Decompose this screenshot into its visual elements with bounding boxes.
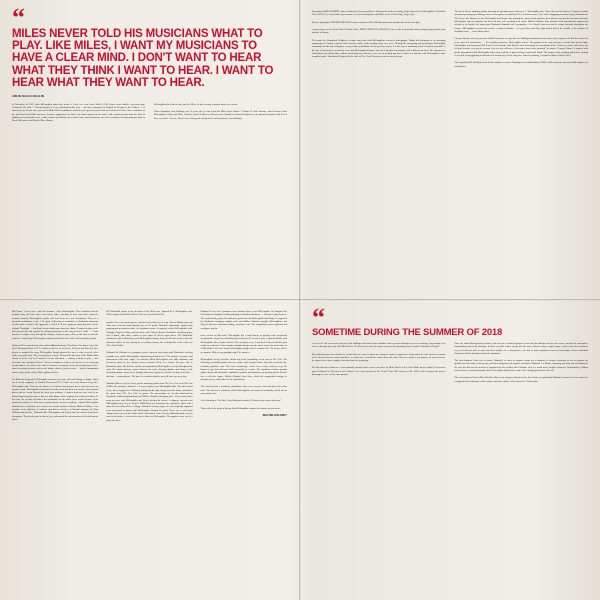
paragraph: After listening to 'The End,' Gary Husband remarked, 'Nobody writes music this way!' (200, 399, 282, 403)
paragraph: That really is the point in having John McLaughlin compose the music for your score. (200, 406, 281, 410)
paragraph: McLaughlin also told me that, just like Miles, he had recently recorded music for a movie. (154, 102, 239, 106)
paragraph: In November of 2019, John McLaughlin asked this writer if I had ever seen Louis Malle's 1958 French crime thriller Ascenseur pour l'echafaud. The film — 90-odd minutes of nervy, black-and-white noir — had been translated in English as Elevator to the Gallows — is famous for its French noir style and its Miles Davis soundtrack, which the jazz great recorded with four sidemen in Paris. After a rundown of the plot that Louis Malle and some hermetic suggestions by Davis, the band improvised the music while watching clips from the film. In addition to a memorable score, a fully realized jazz album was created. Some music historians view the recording as an important precursor to Davis' Milestones and Kind of Blue albums. (12, 102, 145, 123)
paragraph: I received a call from movie director Jack Stallings who had become familiar with my music through my own recordings, but perhaps even more so through my work with Miles Davis. He asked me to write the music score for his upcoming movie entitled 'Abandoned Heights'. (312, 341, 446, 349)
paragraph: For Malcolm Fitzgerald, McLaughlin reinvents a six-note riff from 'Bridge of Sighs', which can be heard originally on Natural Elements (1977). 'That's one of the themes of my life,' McLaughlin adds. This time the phrase is electrified and dropped into a fresh processor on an pulse mode. McLaughlin's trademark horn-like often that their way into the most unusual places and are swept beyond the basic jazz tradition. A pattern that was once used in an Indian-tinged song becomes a blues or funk phrase when employed in a different milieu. In this case, the six-note riff that is the foundation for the whole piece works because of the synth bass sound of it. That lower-register phrase 'means everything,' explains McLaughlin. Husband uses a half-time feel at times for sounds similar to Narada Michael Walden. 'I am actually on the high hat. It could be said that is reflective of Narada's playing, but Tony Williams did that too,' Husband adds. McLaughlin and Siegel share the atomic funk theme throughout. They break apart to dart in, out, and around the aforementioned riff with intense solos. (12, 377, 99, 421)
body-columns-top-right (312, 10, 588, 68)
panel-bottom-right (300, 300, 600, 600)
paragraph: Bill Evans. 'I am in love with this structure,' offers McLaughlin. These familiar with the original song will have their ears honed, fully expecting to hear what their memories demand; instead, McLaughlin's guitar will lead them to a new destination. There is a beautiful modulation at the 1:19 mark, delivering an invitation to Husband's showcase electric piano. Siegel's solo approach is added to Evans' gorgeous fluttering lines on the original 'Nostalgia' — but Siegel's roster finds more than they flutter. 'I wanted to play a solo that was melodic and connect the shifting harmonies in the song as best I could . . . I took my time to explore ways through the changes, firstly on piano, then on the horn to learn the sequence,' adds Siegel. McLaughlin returns to finish the tune with a solo stretching refrain. (12, 310, 99, 340)
quote-mark-icon: “ (12, 3, 25, 32)
paragraph: The music for Abandoned Heights is a major entry into John McLaughlin's extensive discography. Taking full advantage of an intriguing opportunity, he further explores some favorite motifs, while creating many new ones. Through the composing and performing, McLaughlin constantly revisits and reimagines every possible permutation of his previous works. It is his way of unlocking music's limitless potential. In the case of this project, one has the sense that McLaughlin brings to bear all of his gifts in sympathy with a different art form. The outcome is a full-fledged jazz album that, without sacrificing any intricacy, serves as an inviting gateway to those not familiar with McLaughlin's other complex music. Abandoned Heights tells the tales of New York City streets and far away dreams. (312, 38, 446, 59)
paragraph: DC Basketball points in the direction of the Miles tune 'Spanish Key.' McLaughlin says, 'This is right out of Kitchen Brew. That one chord hooks it all (106, 310, 193, 317)
article-signature: WALTER KOLOSKY (262, 413, 287, 417)
paragraph: A past winner of the Sonny Wheeler Music Prize, MISHA MULLOV-ABBADO is one of the most prolific and exciting young acoustic jazz bassists in Europe. (312, 27, 446, 35)
body-columns-top-left (12, 103, 287, 126)
paragraph: Electric bass player ETIENNE MBAPPÉ is also a member of The 4th Dimension and a bandleader in his own right. (312, 20, 421, 24)
paragraph: Elijah in DC is modeled after the classic Mahavishnu tune 'You Know You Know' from The Inner Mounting Flame (1971). Artists as diverse as Jeff Beck, DJ Scott and Mos Def have played or sampled the song. McLaughlin, though pleased the tune is often covered, jokes with a wry smile that: 'They are playing it wrong.' Whereas the first beat of the Mahavishnu classic is on the 'end of 4' instead of on the downbeat — making it tricky to play — this derivative has a standard 4/4 feel. 'There is actually not really a melody here; I am setting up an atmosphere. It's what we do with it. Contrary to coming in at the top and playing a solo, I asked everybody to start a solo on the bridge, which is kind of weird . . . but the imagination starts to play inside of that,' McLaughlin clarifies. (12, 343, 99, 374)
body-columns-bottom-left (12, 310, 287, 423)
paragraph: The next character I met is Marc Buckley. Marc is an elegant, cultivated snob, but a better con artist than Nathaniel, insofar as he is a writer for a magazine that condemns of the cuisines and wine culture of the many New York restau- (454, 376, 588, 383)
paragraph: together. It's a two-chord groove, but that's all it takes to set it up.' Pascal Milupit opens up with some ferocious funk playing over an E7 pedal. Husband's drumming, against busy programmed percussion tracks, is a rhythmic course. An urgency settles McLaughlin's solo. Fittingly, Siegel's roiling, anxious solos evoke Wayne Shorter. Husband's cascading piano, full of attack, adds brave points of open space in all the right places. 'DC Basketball' culminates with a blistering second McLaughlin barrage before it all fades away in the fake afternoon traffic. In fact, during the recording sessions, the working title of the track was 'New York Traffic.' (106, 320, 193, 347)
panel-bottom-left (0, 300, 300, 600)
paragraph: My initial question was whether he would allow me some freedom in writing the music as opposed to being asked to write music to conform to his ideas of how the music should be, in which case I would have turned down the offer. However, much to my surprise, he answered 'yes' he wanted me to have complete freedom from the beginning. (312, 352, 446, 363)
paragraph: McLaughlin's lovely bell-like chords tug at the heartstrings at the start of The Cost. The following overdubbed guitar lines are replete with elongated blues riffs and occasional sky-reaching rapid-fire runs. This brief soundscape, which never really resolves, begs the listener to get lost and come back repeatedly in a cycle. The repetition of those opening guitar chords and Husband's empathetic cymbals and backbeat can quickly put the listener into a reflective trance. Mullov-Abbado's bass lines, which the composition assigns to integrate pieces, add further to the introduction. (200, 357, 287, 381)
pull-quote-top-left (12, 3, 287, 90)
paragraph: When filmmaker Jack Stallings was 15 years old, he first heard the Miles Davis album A Tribute To Jack Johnson, which features John McLaughlin. Along with Wise, Coltrane, Bach, Beethoven, Mozart, and a handful of classical interpreters, the guitarist/composer had been a hero ever since. 'For me, John is one of the purest and greatest of all musicians,' says Stallings. (154, 109, 287, 120)
paragraph: We also discovered that one of our mutually favorite movie scores was done by Miles Davis in the Louis Malle movie entitled 'L'ascenseur pour l'échafaud' or 'Elevator to the Gallows' one of the greatest of the French 'Film Noir' movies of the 1950's and I accepted the project knowing we were on the same ground. (312, 366, 446, 377)
paragraph: Nathaniel Leaves the Apartment was character driven, says McLaughlin. He imagined the lead character Nathaniel walking through a beautiful apartment — and then reality kicks in. The main melody, played in tandem to great effect by McLaughlin and Siegel, is supported by Husband's swinging cymbal work and Mullov-Abbado's upright. McLaughlin's and Siegel's solos are sometimes biting, sometimes cool. The complicity between guitarist and sax player may be (200, 310, 287, 330)
body-columns-bottom-right (312, 342, 588, 384)
pull-quote-text: SOMETIME DURING THE SUMMER OF 2018 (312, 326, 503, 338)
paragraph: Nathaniel & Christian is a poignant, poetic endeavor that begins with Husband's swelling cymbals over which McLaughlin's shimmering chords hover. The melody is pensive and harmonious with some edges. An inflective-filled McLaughlin solo adds substance and increment attack as the mission moves forward. There is a classic '60s jazz vibe to Husband's piano. His delicate chordic accompaniment McLaughlin's melody throughout the coda. The chord structure, spaces between the notes, flowing rhythm, and beauty of the keyboard produce moments of fragility that come together to create a feeling of tension — but firm — transcendence. The tune is a reminder that the sun will come up every day. (106, 351, 193, 378)
paragraph: Nathaniel Drives to New Jersey gets its marching orders from 'The Free Line' on In The Fan (2006). The melody is insistent — it comes right at you. McLaughlin adds, 'The tune is hard to me, but not aggressive.' Husband, pulling double duty laying down the drums, introduces the quote from 'The Free Line' on piano. The proceedings are heavily buttressed by Husband's exhilarating backbeats and Mullov-Abbado's thumping bass. A slow motor blues ramp up roars with McLaughlin and Siegel offering the theme. A slippery, staccato rock McLaughlin foray is next. Siegel's R&B-tinted solo maintains the exposition, albeit with a spaced-in two-offered line of charge. Husband's chunky organ solo was originally supposed to be performed on piano until McLaughlin changed his mind. There was an old organ sitting in the corner of the studio which could barely work. Clearly, Husband found a way to sort out its kinks. A second solo turn is taken by McLaughlin. He surprises come out of a daily fine time. (106, 381, 193, 422)
paragraph: The first character I met was of course, Nathaniel, in order to compose music for a character, it became necessary for me to separate the qualities and the faults of the person, and then bring them all together musically. Nathaniel is a likable, charming con man who is looking for the easy life that for the moment is supported by his wealthy wife Christine who is a much more complex character. Unfortunately, Nathan suffers from a certain immaturity which will finally oblige him to make a life changing decision in the end. (454, 359, 588, 373)
page-fold (0, 299, 600, 301)
paragraph: Since the actual filming had not started, Jack sent me a detailed synopsis of not only the dialogue between the actors, but also the atmosphere surrounding much of the dialogue. In fact I was able to dive deeply into the story without seeing a single image. I got to know the characters very well and was able to enter into their worlds. As a consequence, was able to draw inspiration from my knowledge of their individual characters and the dialogues inside the situations. (454, 341, 588, 355)
paragraph: 'The End' presents a wondrous conundrum. How can a song be slow and fast at the same time? The answer is contained within McLaughlin's and musical vocabulary which has its own unique font. (200, 385, 287, 395)
paragraph: The Scene has an uplifting quality featuring an uptempo groove that is in 7. McLaughlin says, 'Since this was the opener, I wanted to attract attention by setting up a dialogue between the guitar, sax and bass. It's a call and answer.' Over some chugging percussion loops, Husband sets 'The Scene' a-la Ramsey Lewis. McLaughlin and Siegel enter playing the main melody together, their phrases repeated by the piano and bass. McLaughlin rips an emphatic run that will have you checking your vitals. Mullov-Abbado's bass provides both foundational support and melody as he doubles the piano part; Husband's drumkit solo is propulsive. It is Siegel's turn next and he romps joyously throughout the feature. McLaughlin's second solo creates a musical paradox — he gets down and dirty right smack dab in the middle of the sublime. It shouldn't work . . . but it always does. (454, 10, 588, 33)
pull-quote-bottom-right (312, 303, 588, 338)
paragraph: Curaçao Dream is a lovely, pensive ballad. In answer to a specific cue Stallings anticipated for the movie, the composer felt that the music had to be quiet. 'It's melancholy . . . it's recalling memories,' McLaughlin reflects. The guitarist is the only performer on this brief poetic flight. McLaughlin veteran pianist Bill Evans' Conversations with Myself when discussing the overdubbed track. 'When you know both sides, the feelings become very precise because they are not collective; it becomes much more personal,' he muses. 'Curaçao Dream' is painted with gentle atmospherics that McLaughlin takes from a palette of pastels using a soft-bristle brush. The beauty of the yearning guitar lines running over a bed of arpeggiating chords takes the breath away. If the song were indeed a painting, it would be Monet's Water Lilies. (454, 37, 588, 57)
paragraph: The beguiling Will & Elijah on the Train combines a nod to 'Nostalgia' from Mahavishnu (1984), which featured solos from McLaughlin and saxophonist (454, 61, 588, 68)
panel-top-left (0, 0, 300, 299)
quote-mark-icon: “ (312, 303, 325, 332)
paragraph: most evident on this track. McLaughlin has a long history of playing with exceptional saxophonists. Siegel has officially joined that list. He seems to have a natural affinity with McLaughlin's lines, timbre and feel. The sax player says, 'I just tried to blend with his great sound on each tune!' After a marked rhythm change runs the whole mood, the track takes on a Miles-like 'Cool Jazz' sound. McLaughlin laughs when I mention this. 'Of course, this is no surprise. Miles is my guardian angel,' he answers. (200, 333, 287, 354)
panel-top-right (300, 0, 600, 299)
pull-quote-text: MILES NEVER TOLD HIS MUSICIANS WHAT TO PLAY. LIKE MILES, I WANT MY MUSICIANS TO HAVE A CLEAR MIND. I DON'T WANT TO HEAR WHAT THEY THINK I WANT TO HEAR. I WANT TO HEAR WHAT THEY WANT TO HEAR. (12, 27, 274, 90)
byline-top-left: JOHN McCAUGHLIN (12, 93, 45, 98)
paragraph: Saxophonist BRIAN SIEBEL, bass or Rodwyck's jazz group Drive. Subsequent to this recording, Siegel appeared on McLaughlin's Liberation Time (2021). 'I've loved John's great music ever since hearing him with Miles on In A Silent Way,' Siegel says. (312, 10, 446, 17)
